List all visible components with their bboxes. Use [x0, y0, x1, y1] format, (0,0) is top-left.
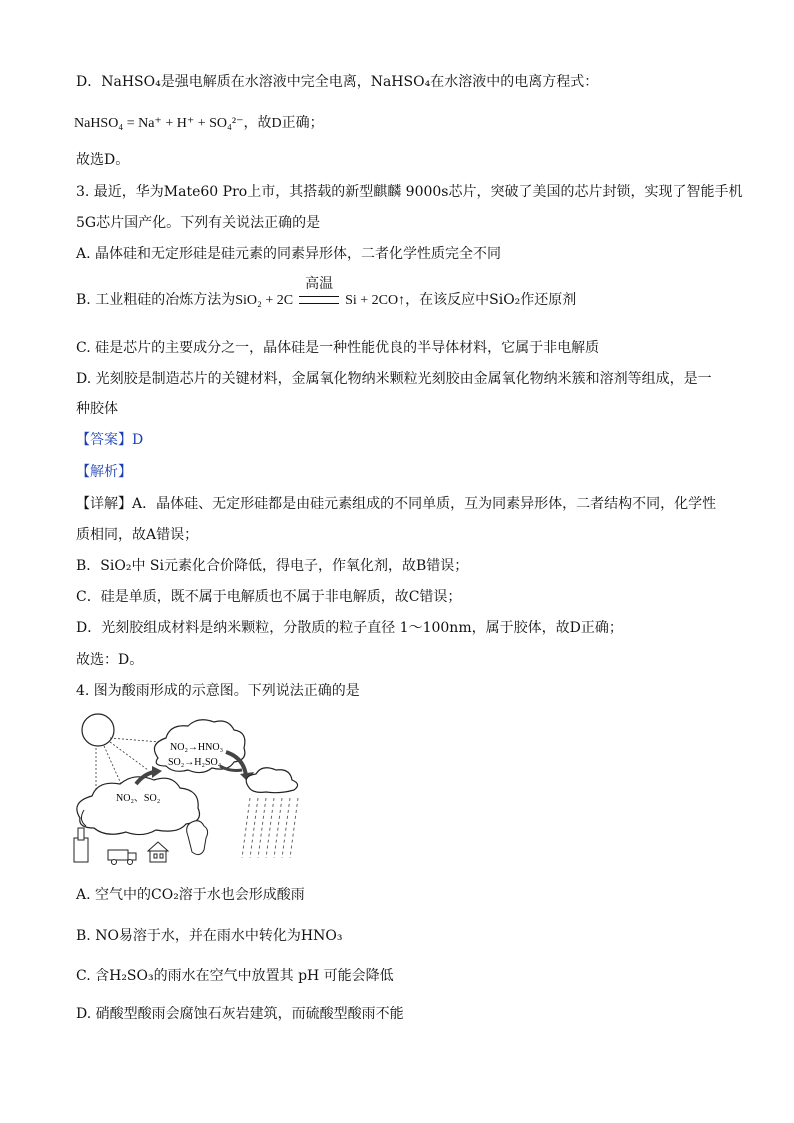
option-a: A. 空气中的CO₂溶于水也会形成酸雨: [76, 887, 305, 903]
smoke-cloud-icon: [77, 777, 200, 835]
option-c: C. 含H₂SO₃的雨水在空气中放置其 pH 可能会降低: [76, 968, 394, 984]
analysis-line: 故选：D。: [76, 652, 144, 668]
option-d: D. 硝酸型酸雨会腐蚀石灰岩建筑，而硫酸型酸雨不能: [76, 1006, 404, 1022]
answer-label: 【答案】D: [76, 432, 144, 448]
option-c: C. 硅是芯片的主要成分之一，晶体硅是一种性能优良的半导体材料，它属于非电解质: [76, 340, 600, 356]
rain-cloud-icon: [246, 768, 297, 793]
option-b: B. NO易溶于水，并在雨水中转化为HNO₃: [76, 928, 343, 944]
option-b-suffix: ，在该反应中SiO₂作还原剂: [405, 292, 577, 308]
option-a: A. 晶体硅和无定形硅是硅元素的同素异形体，二者化学性质完全不同: [76, 246, 502, 262]
truck-icon: [108, 850, 136, 865]
analysis-line: D．光刻胶组成材料是纳米颗粒，分散质的粒子直径 1～100nm，属于胶体，故D正确；: [76, 620, 623, 636]
reaction-left: SiO₂ + 2C: [235, 293, 294, 308]
question-4-stem: 4. 图为酸雨形成的示意图。下列说法正确的是: [76, 683, 360, 699]
rain-icon: [242, 798, 298, 858]
sun-icon: [82, 714, 114, 746]
reaction-arrow: [293, 276, 345, 310]
upper-cloud-text-2: SO₂→H₂SO₄: [168, 757, 222, 768]
reaction-right: Si + 2CO↑: [345, 293, 406, 308]
upper-cloud-text-1: NO₂→HNO₃: [170, 742, 224, 753]
option-b: [76, 276, 577, 311]
analysis-line: 质相同，故A错误；: [76, 527, 199, 543]
ionization-equation: [74, 114, 324, 134]
smoke-column-icon: [187, 821, 208, 855]
acid-rain-diagram: [70, 708, 310, 868]
double-line-icon: [299, 296, 339, 304]
factory-chimney-icon: [74, 838, 88, 862]
equation: NaHSO₄ = Na⁺ + H⁺ + SO₄²⁻: [74, 116, 244, 131]
analysis-label: 【解析】: [76, 464, 132, 480]
house-icon: [148, 842, 168, 862]
text-line: D．NaHSO₄是强电解质在水溶液中完全电离，NaHSO₄在水溶液中的电离方程式：: [76, 74, 599, 90]
analysis-line: 【详解】A．晶体硅、无定形硅都是由硅元素组成的不同单质，互为同素异形体，二者结构不同，化学性: [76, 496, 717, 512]
arrow-head-icon: [152, 766, 162, 778]
analysis-line: B．SiO₂中 Si元素化合价降低，得电子，作氧化剂，故B错误；: [76, 558, 469, 574]
option-d: D. 光刻胶是制造芯片的关键材料，金属氧化物纳米颗粒光刻胶由金属氧化物纳米簇和溶剂等组成，是一: [76, 371, 712, 387]
small-arrow-icon: [220, 766, 242, 771]
question-3-stem-cont: 5G芯片国产化。下列有关说法正确的是: [76, 215, 321, 231]
text: ，故D正确；: [243, 116, 324, 131]
reaction-condition: 高温: [305, 276, 334, 292]
option-b-prefix: B. 工业粗硅的冶炼方法为: [76, 292, 236, 308]
question-3-stem: 3. 最近，华为Mate60 Pro上市，其搭载的新型麒麟 9000s芯片，突破了美国的芯片封锁，实现了智能手机: [76, 184, 743, 200]
analysis-line: C．硅是单质，既不属于电解质也不属于非电解质，故C错误；: [76, 589, 462, 605]
smoke-cloud-text: NO₂、SO₂: [116, 793, 161, 804]
option-d-cont: 种胶体: [76, 401, 118, 417]
text-line: 故选D。: [76, 152, 130, 168]
